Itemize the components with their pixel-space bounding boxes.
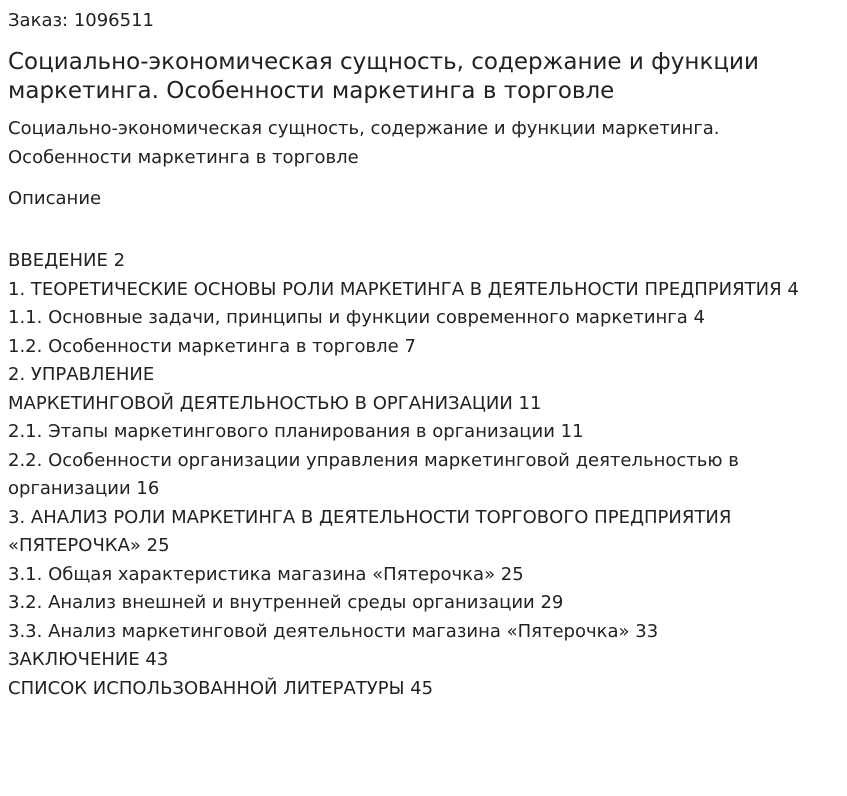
toc-item-section-1-1: 1.1. Основные задачи, принципы и функции современного маркетинга 4 [8, 307, 705, 328]
toc-item-chapter-2-line-1: 2. УПРАВЛЕНИЕ [8, 364, 155, 385]
order-number: Заказ: 1096511 [8, 10, 154, 31]
toc-item-section-1-2: 1.2. Особенности маркетинга в торговле 7 [8, 335, 416, 357]
page-subtitle: Социально-экономическая сущность, содержание и функции маркетинга. Особенности маркетинга в торговле [8, 118, 720, 168]
toc-item-section-3-1: 3.1. Общая характеристика магазина «Пятерочка» 25 [8, 563, 524, 585]
toc-item-chapter-2-line-2: МАРКЕТИНГОВОЙ ДЕЯТЕЛЬНОСТЬЮ В ОРГАНИЗАЦИИ 11 [8, 392, 542, 414]
toc-item-section-2-1: 2.1. Этапы маркетингового планирования в организации 11 [8, 421, 584, 442]
table-of-contents [8, 247, 836, 703]
toc-item-bibliography: СПИСОК ИСПОЛЬЗОВАННОЙ ЛИТЕРАТУРЫ 45 [8, 677, 434, 699]
toc-item-section-3-2: 3.2. Анализ внешней и внутренней среды организации 29 [8, 592, 564, 613]
page-title: Социально-экономическая сущность, содержание и функции маркетинга. Особенности маркетинга в торговле [8, 49, 759, 104]
toc-item-section-3-3: 3.3. Анализ маркетинговой деятельности магазина «Пятерочка» 33 [8, 620, 659, 642]
toc-item-section-2-2: 2.2. Особенности организации управления маркетинговой деятельностью в организации 16 [8, 449, 739, 499]
toc-item-introduction: ВВЕДЕНИЕ 2 [8, 250, 126, 271]
description-heading: Описание [8, 188, 102, 209]
toc-item-conclusion: ЗАКЛЮЧЕНИЕ 43 [8, 649, 169, 670]
toc-item-chapter-3: 3. АНАЛИЗ РОЛИ МАРКЕТИНГА В ДЕЯТЕЛЬНОСТИ ТОРГОВОГО ПРЕДПРИЯТИЯ «ПЯТЕРОЧКА» 25 [8, 506, 732, 556]
toc-item-chapter-1: 1. ТЕОРЕТИЧЕСКИЕ ОСНОВЫ РОЛИ МАРКЕТИНГА В ДЕЯТЕЛЬНОСТИ ПРЕДПРИЯТИЯ 4 [8, 278, 799, 300]
